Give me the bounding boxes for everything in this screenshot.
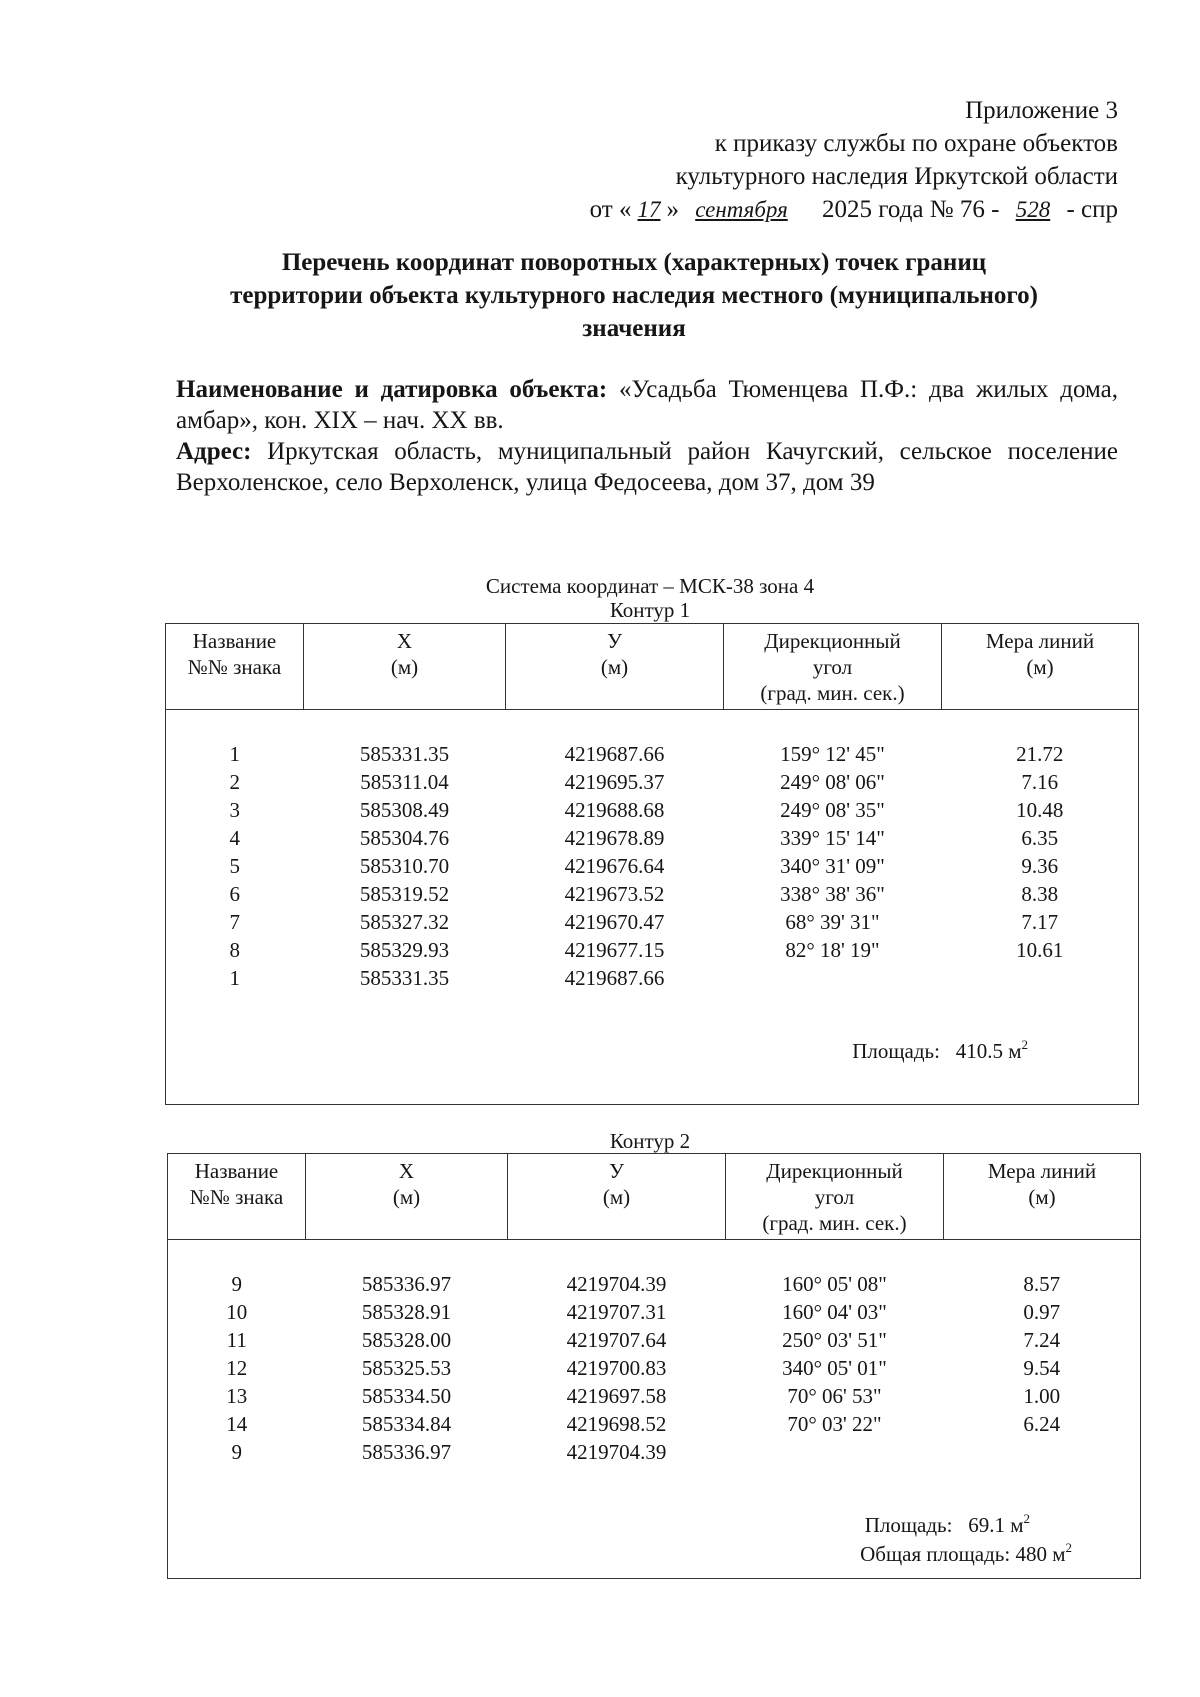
table-row [168,1438,1141,1466]
x-coordinate-cell: 585310.70 [359,854,450,878]
line-length-cell: 8.57 [1023,1272,1061,1296]
line-length-cell: 7.16 [1021,770,1059,794]
point-number-cell: 6 [229,882,240,906]
y-coordinate-cell: 4219687.66 [564,966,665,990]
direction-angle-cell: 340° 31' 09" [780,854,885,878]
direction-angle-cell: 159° 12' 45" [780,742,885,766]
x-coordinate-cell: 585329.93 [359,938,450,962]
point-number-cell: 3 [229,798,240,822]
line-length-cell: 9.54 [1023,1356,1061,1380]
header-length: Мера линий (м) [942,624,1139,710]
point-number-cell: 1 [229,742,240,766]
point-number-cell: 5 [229,854,240,878]
area-row [166,1022,1139,1074]
y-coordinate-cell: 4219670.47 [564,910,665,934]
point-number-cell: 12 [226,1356,248,1380]
table-row [166,964,1139,992]
table-row [166,908,1139,936]
direction-angle-cell: 338° 38' 36" [780,882,885,906]
appendix-line-2: к приказу службы по охране объектов [714,130,1118,157]
direction-angle-cell [726,1438,944,1466]
point-number-cell: 2 [229,770,240,794]
x-coordinate-cell: 585325.53 [361,1356,452,1380]
area-unit: м [1008,1039,1022,1063]
order-number: 528 [1015,197,1051,222]
table-row [166,768,1139,796]
point-number-cell: 1 [229,966,240,990]
date-month: сентября [695,197,788,222]
title-line-3: значения [582,315,686,342]
area-label: Площадь: [852,1039,940,1063]
header-length: Мера линий (м) [944,1154,1141,1240]
y-coordinate-cell: 4219677.15 [564,938,665,962]
direction-angle-cell: 339° 15' 14" [780,826,885,850]
direction-angle-cell: 340° 05' 01" [782,1356,887,1380]
area-unit: м [1010,1513,1024,1537]
point-number-cell: 13 [226,1384,248,1408]
y-coordinate-cell: 4219704.39 [566,1440,667,1464]
direction-angle-cell: 82° 18' 19" [785,938,880,962]
table-row [168,1270,1141,1298]
point-number-cell: 10 [226,1300,248,1324]
total-area-label: Общая площадь: [860,1542,1011,1566]
appendix-line-1: Приложение 3 [965,97,1118,124]
table-header-row [168,1154,1141,1240]
x-coordinate-cell: 585308.49 [359,798,450,822]
point-number-cell: 9 [231,1440,242,1464]
coordinate-system-caption: Система координат – МСК-38 зона 4 [485,574,815,598]
header-x: X (м) [304,624,506,710]
contour-1-table [165,623,1139,1105]
header-name: Название №№ знака [166,624,304,710]
table-row [166,796,1139,824]
table-row [168,1410,1141,1438]
x-coordinate-cell: 585327.32 [359,910,450,934]
x-coordinate-cell: 585336.97 [361,1440,452,1464]
y-coordinate-cell: 4219704.39 [566,1272,667,1296]
area-sup: 2 [1021,1037,1028,1052]
y-coordinate-cell: 4219673.52 [564,882,665,906]
total-area [860,1540,1072,1567]
x-coordinate-cell: 585336.97 [361,1272,452,1296]
total-area-sup: 2 [1065,1540,1072,1555]
y-coordinate-cell: 4219695.37 [564,770,665,794]
line-length-cell: 8.38 [1021,882,1059,906]
point-number-cell: 14 [226,1412,248,1436]
line-length-cell [942,964,1139,992]
date-mid: » [666,196,679,223]
header-y: У (м) [508,1154,726,1240]
object-name-value: «Усадьба Тюменцева П.Ф.: два жилых дома, амбар», кон. XIX – нач. XX вв. [176,376,1118,434]
table-row [166,740,1139,768]
date-prefix: от « [589,196,632,223]
appendix-line-3: культурного наследия Иркутской области [675,163,1118,190]
direction-angle-cell: 160° 04' 03" [782,1300,887,1324]
direction-angle-cell: 68° 39' 31" [785,910,880,934]
order-suffix: - спр [1066,196,1118,223]
direction-angle-cell: 70° 03' 22" [787,1412,882,1436]
point-number-cell: 7 [229,910,240,934]
table-header-row [166,624,1139,710]
header-angle: Дирекционный угол (град. мин. сек.) [724,624,942,710]
date-day: 17 [637,197,661,222]
direction-angle-cell: 249° 08' 35" [780,798,885,822]
table-row [166,880,1139,908]
x-coordinate-cell: 585334.50 [361,1384,452,1408]
x-coordinate-cell: 585304.76 [359,826,450,850]
x-coordinate-cell: 585334.84 [361,1412,452,1436]
appendix-date-line [418,193,1118,226]
table-row [166,936,1139,964]
table-row [168,1354,1141,1382]
area-label: Площадь: [864,1513,953,1537]
table-row [166,852,1139,880]
direction-angle-cell: 160° 05' 08" [782,1272,887,1296]
title-line-2: территории объекта культурного наследия местного (муниципального) [230,282,1038,309]
header-name: Название №№ знака [168,1154,306,1240]
y-coordinate-cell: 4219676.64 [564,854,665,878]
table-row [168,1326,1141,1354]
object-name-label: Наименование и датировка объекта: [176,376,608,403]
direction-angle-cell: 70° 06' 53" [787,1384,882,1408]
y-coordinate-cell: 4219707.64 [566,1328,667,1352]
line-length-cell: 10.48 [1016,798,1064,822]
x-coordinate-cell: 585331.35 [359,742,450,766]
contour-1-title: Контур 1 [609,598,691,622]
header-angle: Дирекционный угол (град. мин. сек.) [726,1154,944,1240]
date-year: 2025 года № 76 - [822,196,1000,223]
total-area-unit: м [1052,1542,1066,1566]
line-length-cell: 10.61 [1016,938,1064,962]
direction-angle-cell: 250° 03' 51" [782,1328,887,1352]
table-row [168,1298,1141,1326]
table-row [168,1382,1141,1410]
point-number-cell: 4 [229,826,240,850]
point-number-cell: 9 [231,1272,242,1296]
line-length-cell [944,1438,1141,1466]
document-title [150,246,1118,345]
x-coordinate-cell: 585331.35 [359,966,450,990]
contour-1-body [166,710,1139,1105]
line-length-cell: 6.35 [1021,826,1059,850]
line-length-cell: 9.36 [1021,854,1059,878]
x-coordinate-cell: 585319.52 [359,882,450,906]
y-coordinate-cell: 4219697.58 [566,1384,667,1408]
line-length-cell: 7.24 [1023,1328,1061,1352]
appendix-header [418,94,1118,226]
y-coordinate-cell: 4219700.83 [566,1356,667,1380]
y-coordinate-cell: 4219687.66 [564,742,665,766]
x-coordinate-cell: 585328.00 [361,1328,452,1352]
area-value: 69.1 [968,1513,1005,1537]
x-coordinate-cell: 585311.04 [360,770,449,794]
point-number-cell: 11 [226,1328,247,1352]
line-length-cell: 21.72 [1016,742,1064,766]
object-name-paragraph [176,374,1118,436]
contour-2-body [168,1240,1141,1579]
contour-2-title: Контур 2 [609,1129,691,1153]
y-coordinate-cell: 4219678.89 [564,826,665,850]
header-x: X (м) [306,1154,508,1240]
x-coordinate-cell: 585328.91 [361,1300,452,1324]
object-address-value: Иркутская область, муниципальный район Качугский, сельское поселение Верхоленское, село Верхоленск, улица Федосеева, дом 37, дом 39 [176,438,1118,496]
point-number-cell: 8 [229,938,240,962]
y-coordinate-cell: 4219707.31 [566,1300,667,1324]
contour-2-table [167,1153,1141,1579]
object-address-label: Адрес: [176,438,252,465]
line-length-cell: 6.24 [1023,1412,1061,1436]
line-length-cell: 0.97 [1023,1300,1061,1324]
total-area-value: 480 [1015,1542,1047,1566]
table-row [166,824,1139,852]
y-coordinate-cell: 4219688.68 [564,798,665,822]
header-y: У (м) [506,624,724,710]
y-coordinate-cell: 4219698.52 [566,1412,667,1436]
title-line-1: Перечень координат поворотных (характерных) точек границ [281,249,987,276]
area-value: 410.5 [955,1039,1003,1063]
object-address-paragraph [176,436,1118,498]
direction-angle-cell [724,964,942,992]
line-length-cell: 7.17 [1021,910,1059,934]
direction-angle-cell: 249° 08' 06" [780,770,885,794]
area-sup: 2 [1023,1511,1030,1526]
line-length-cell: 1.00 [1023,1384,1061,1408]
